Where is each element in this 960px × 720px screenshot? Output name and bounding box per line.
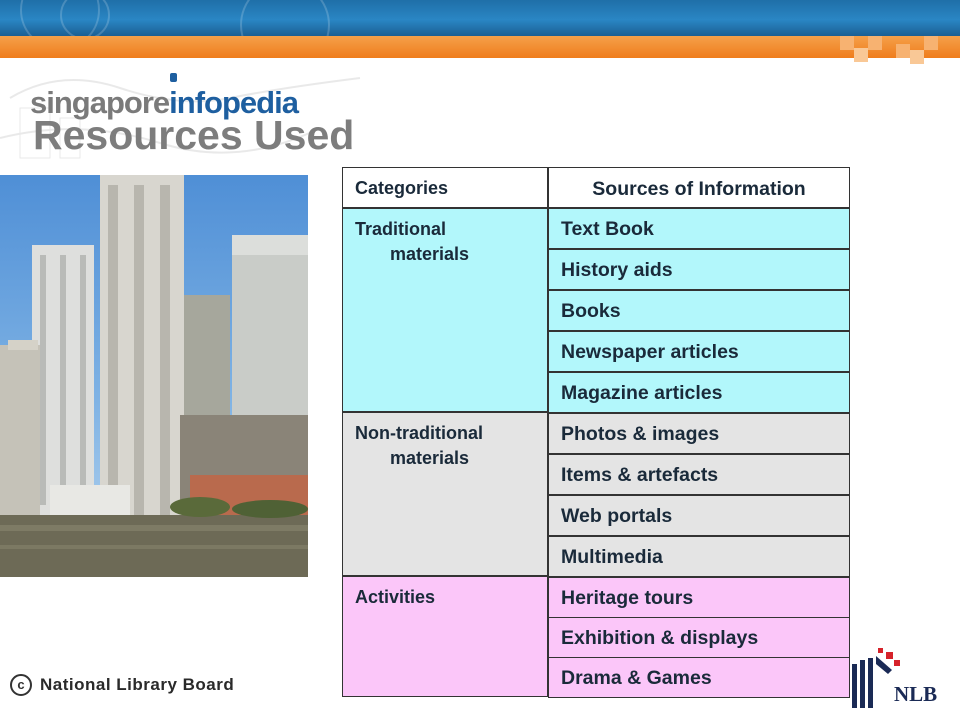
- decor-swirl: [60, 0, 110, 36]
- table-header-categories: Categories: [342, 167, 548, 208]
- category-activities: [342, 576, 548, 697]
- table-row: Web portals: [548, 495, 850, 536]
- decor-squares: [820, 32, 960, 62]
- nlb-logo-text: NLB: [894, 682, 938, 706]
- table-row: Heritage tours: [548, 577, 850, 618]
- table-row: Items & artefacts: [548, 454, 850, 495]
- logo-part-singapore: singapore: [30, 85, 170, 120]
- resources-table: [342, 167, 850, 697]
- table-row: Magazine articles: [548, 372, 850, 413]
- footer-credit: [10, 674, 234, 696]
- category-label: Traditional materials: [355, 219, 470, 264]
- category-label: Activities: [355, 587, 436, 607]
- category-label: Non-traditional materials: [355, 423, 483, 468]
- table-row: Photos & images: [548, 413, 850, 454]
- table-row: Drama & Games: [548, 657, 850, 698]
- table-row: Newspaper articles: [548, 331, 850, 372]
- table-row: Text Book: [548, 208, 850, 249]
- table-row: Exhibition & displays: [548, 617, 850, 658]
- table-row: History aids: [548, 249, 850, 290]
- slide-title: Resources Used: [33, 112, 355, 158]
- category-non-traditional: [342, 412, 548, 576]
- header-blue-band: [0, 0, 960, 36]
- logo-part-infopedia: infopedia: [169, 87, 298, 118]
- footer-org-name: National Library Board: [40, 675, 235, 694]
- table-header-sources: Sources of Information: [548, 167, 850, 208]
- table-row: Books: [548, 290, 850, 331]
- decor-swirl: [240, 0, 330, 36]
- copyright-icon: c: [10, 674, 32, 696]
- table-row: Multimedia: [548, 536, 850, 577]
- header-orange-band: [0, 36, 960, 58]
- city-skyline-photo: [0, 175, 308, 577]
- category-traditional: [342, 208, 548, 412]
